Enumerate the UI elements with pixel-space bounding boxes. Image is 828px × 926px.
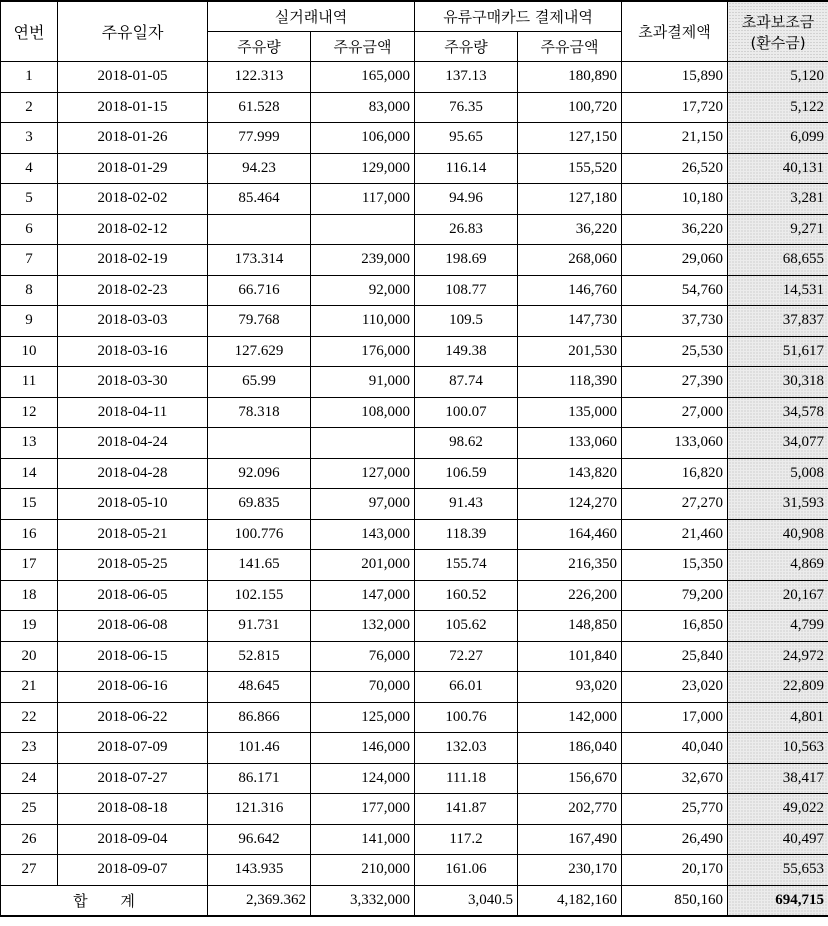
cell-date: 2018-02-02: [58, 184, 208, 215]
cell-date: 2018-03-03: [58, 306, 208, 337]
cell-card-volume: 87.74: [415, 367, 518, 398]
cell-actual-amount: 143,000: [311, 519, 415, 550]
table-row: [1, 92, 828, 123]
cell-date: 2018-06-08: [58, 611, 208, 642]
total-actual-amount: 3,332,000: [311, 885, 415, 916]
table-row: [1, 153, 828, 184]
cell-seq: 18: [1, 580, 58, 611]
cell-seq: 24: [1, 763, 58, 794]
cell-card-volume: 109.5: [415, 306, 518, 337]
cell-actual-volume: 61.528: [208, 92, 311, 123]
cell-refund: 34,077: [728, 428, 828, 459]
cell-card-amount: 147,730: [518, 306, 622, 337]
cell-actual-volume: 122.313: [208, 62, 311, 93]
cell-card-volume: 66.01: [415, 672, 518, 703]
cell-excess: 16,850: [622, 611, 728, 642]
table-row: [1, 275, 828, 306]
cell-actual-volume: 78.318: [208, 397, 311, 428]
cell-excess: 25,840: [622, 641, 728, 672]
cell-date: 2018-06-16: [58, 672, 208, 703]
cell-card-amount: 124,270: [518, 489, 622, 520]
cell-actual-volume: 66.716: [208, 275, 311, 306]
cell-actual-amount: 201,000: [311, 550, 415, 581]
cell-actual-amount: 176,000: [311, 336, 415, 367]
cell-actual-volume: 65.99: [208, 367, 311, 398]
cell-seq: 6: [1, 214, 58, 245]
cell-card-amount: 201,530: [518, 336, 622, 367]
cell-actual-amount: 70,000: [311, 672, 415, 703]
cell-excess: 79,200: [622, 580, 728, 611]
cell-excess: 37,730: [622, 306, 728, 337]
cell-actual-amount: 165,000: [311, 62, 415, 93]
cell-seq: 13: [1, 428, 58, 459]
cell-actual-volume: 102.155: [208, 580, 311, 611]
cell-date: 2018-05-25: [58, 550, 208, 581]
cell-actual-volume: 173.314: [208, 245, 311, 276]
cell-excess: 10,180: [622, 184, 728, 215]
cell-refund: 68,655: [728, 245, 828, 276]
header-excess-payment: 초과결제액: [622, 1, 728, 62]
cell-seq: 19: [1, 611, 58, 642]
cell-seq: 16: [1, 519, 58, 550]
cell-card-amount: 226,200: [518, 580, 622, 611]
table-row: [1, 550, 828, 581]
cell-refund: 40,131: [728, 153, 828, 184]
cell-date: 2018-09-04: [58, 824, 208, 855]
table-row: [1, 458, 828, 489]
cell-card-amount: 118,390: [518, 367, 622, 398]
cell-seq: 10: [1, 336, 58, 367]
cell-card-volume: 117.2: [415, 824, 518, 855]
header-card-payments: 유류구매카드 결제내역: [415, 1, 622, 32]
cell-refund: 31,593: [728, 489, 828, 520]
table-row: [1, 794, 828, 825]
table-row: [1, 641, 828, 672]
cell-actual-volume: 94.23: [208, 153, 311, 184]
cell-date: 2018-08-18: [58, 794, 208, 825]
cell-card-volume: 198.69: [415, 245, 518, 276]
table-row: [1, 306, 828, 337]
cell-actual-amount: 76,000: [311, 641, 415, 672]
cell-refund: 40,908: [728, 519, 828, 550]
table-row: [1, 519, 828, 550]
cell-excess: 21,150: [622, 123, 728, 154]
cell-refund: 5,008: [728, 458, 828, 489]
cell-date: 2018-02-19: [58, 245, 208, 276]
cell-actual-amount: [311, 214, 415, 245]
cell-card-volume: 118.39: [415, 519, 518, 550]
header-card-amount: 주유금액: [518, 32, 622, 62]
cell-actual-amount: 108,000: [311, 397, 415, 428]
table-row: [1, 855, 828, 886]
cell-date: 2018-02-12: [58, 214, 208, 245]
cell-seq: 21: [1, 672, 58, 703]
cell-refund: 6,099: [728, 123, 828, 154]
cell-seq: 25: [1, 794, 58, 825]
cell-actual-volume: 96.642: [208, 824, 311, 855]
cell-card-volume: 116.14: [415, 153, 518, 184]
cell-card-amount: 142,000: [518, 702, 622, 733]
table-row: [1, 62, 828, 93]
cell-date: 2018-01-29: [58, 153, 208, 184]
cell-date: 2018-09-07: [58, 855, 208, 886]
table-row: [1, 123, 828, 154]
cell-seq: 27: [1, 855, 58, 886]
cell-card-amount: 101,840: [518, 641, 622, 672]
cell-card-volume: 76.35: [415, 92, 518, 123]
cell-actual-volume: 92.096: [208, 458, 311, 489]
table-row: [1, 702, 828, 733]
cell-card-volume: 141.87: [415, 794, 518, 825]
cell-actual-amount: 91,000: [311, 367, 415, 398]
cell-seq: 8: [1, 275, 58, 306]
table-footer: [1, 885, 828, 916]
cell-actual-volume: 143.935: [208, 855, 311, 886]
cell-card-amount: 36,220: [518, 214, 622, 245]
table-row: [1, 336, 828, 367]
cell-refund: 30,318: [728, 367, 828, 398]
total-label: 합 계: [1, 885, 208, 916]
cell-card-amount: 93,020: [518, 672, 622, 703]
cell-actual-volume: 52.815: [208, 641, 311, 672]
cell-refund: 55,653: [728, 855, 828, 886]
cell-refund: 10,563: [728, 733, 828, 764]
cell-actual-volume: 79.768: [208, 306, 311, 337]
cell-excess: 15,890: [622, 62, 728, 93]
total-card-amount: 4,182,160: [518, 885, 622, 916]
cell-refund: 20,167: [728, 580, 828, 611]
cell-refund: 9,271: [728, 214, 828, 245]
cell-card-amount: 146,760: [518, 275, 622, 306]
cell-actual-volume: [208, 428, 311, 459]
cell-card-amount: 230,170: [518, 855, 622, 886]
cell-actual-volume: 91.731: [208, 611, 311, 642]
cell-actual-volume: 141.65: [208, 550, 311, 581]
cell-card-volume: 100.76: [415, 702, 518, 733]
cell-date: 2018-03-16: [58, 336, 208, 367]
cell-date: 2018-07-27: [58, 763, 208, 794]
cell-actual-amount: 106,000: [311, 123, 415, 154]
cell-seq: 7: [1, 245, 58, 276]
cell-date: 2018-07-09: [58, 733, 208, 764]
cell-card-amount: 164,460: [518, 519, 622, 550]
table-row: [1, 824, 828, 855]
cell-seq: 14: [1, 458, 58, 489]
table-row: [1, 489, 828, 520]
cell-card-amount: 127,180: [518, 184, 622, 215]
cell-seq: 9: [1, 306, 58, 337]
cell-date: 2018-04-24: [58, 428, 208, 459]
cell-excess: 27,270: [622, 489, 728, 520]
cell-date: 2018-06-05: [58, 580, 208, 611]
cell-card-volume: 111.18: [415, 763, 518, 794]
cell-excess: 20,170: [622, 855, 728, 886]
header-refund-line1: 초과보조금: [741, 12, 815, 31]
table-row: [1, 611, 828, 642]
table-row: [1, 580, 828, 611]
total-actual-volume: 2,369.362: [208, 885, 311, 916]
cell-seq: 3: [1, 123, 58, 154]
cell-actual-amount: 239,000: [311, 245, 415, 276]
table-row: [1, 397, 828, 428]
cell-date: 2018-05-10: [58, 489, 208, 520]
cell-card-amount: 202,770: [518, 794, 622, 825]
cell-excess: 17,720: [622, 92, 728, 123]
cell-refund: 4,869: [728, 550, 828, 581]
header-card-volume: 주유량: [415, 32, 518, 62]
total-excess: 850,160: [622, 885, 728, 916]
cell-refund: 40,497: [728, 824, 828, 855]
cell-date: 2018-02-23: [58, 275, 208, 306]
table-row: [1, 763, 828, 794]
cell-actual-volume: 101.46: [208, 733, 311, 764]
cell-card-volume: 160.52: [415, 580, 518, 611]
cell-actual-amount: 117,000: [311, 184, 415, 215]
cell-seq: 4: [1, 153, 58, 184]
cell-card-volume: 106.59: [415, 458, 518, 489]
cell-seq: 26: [1, 824, 58, 855]
cell-card-amount: 148,850: [518, 611, 622, 642]
cell-card-volume: 149.38: [415, 336, 518, 367]
table-row: [1, 184, 828, 215]
cell-actual-volume: 77.999: [208, 123, 311, 154]
cell-card-volume: 100.07: [415, 397, 518, 428]
cell-actual-volume: 85.464: [208, 184, 311, 215]
cell-excess: 21,460: [622, 519, 728, 550]
cell-card-amount: 127,150: [518, 123, 622, 154]
total-refund: 694,715: [728, 885, 828, 916]
cell-date: 2018-06-22: [58, 702, 208, 733]
cell-actual-amount: 125,000: [311, 702, 415, 733]
cell-seq: 2: [1, 92, 58, 123]
table-row: [1, 367, 828, 398]
header-refund-line2: (환수금): [750, 33, 806, 52]
cell-actual-amount: 97,000: [311, 489, 415, 520]
table-row: [1, 672, 828, 703]
cell-card-amount: 135,000: [518, 397, 622, 428]
cell-actual-volume: 127.629: [208, 336, 311, 367]
cell-card-amount: 268,060: [518, 245, 622, 276]
cell-refund: 37,837: [728, 306, 828, 337]
cell-seq: 20: [1, 641, 58, 672]
table-row: [1, 214, 828, 245]
cell-card-amount: 167,490: [518, 824, 622, 855]
table-row: [1, 245, 828, 276]
header-seq: 연번: [1, 1, 58, 62]
cell-excess: 36,220: [622, 214, 728, 245]
cell-actual-amount: 124,000: [311, 763, 415, 794]
cell-actual-volume: 69.835: [208, 489, 311, 520]
cell-actual-volume: 100.776: [208, 519, 311, 550]
cell-refund: 4,799: [728, 611, 828, 642]
cell-excess: 27,000: [622, 397, 728, 428]
cell-card-amount: 156,670: [518, 763, 622, 794]
cell-card-amount: 143,820: [518, 458, 622, 489]
cell-seq: 12: [1, 397, 58, 428]
cell-seq: 23: [1, 733, 58, 764]
cell-excess: 16,820: [622, 458, 728, 489]
cell-refund: 38,417: [728, 763, 828, 794]
cell-seq: 1: [1, 62, 58, 93]
cell-excess: 15,350: [622, 550, 728, 581]
cell-card-volume: 26.83: [415, 214, 518, 245]
cell-actual-volume: [208, 214, 311, 245]
cell-seq: 15: [1, 489, 58, 520]
cell-date: 2018-01-15: [58, 92, 208, 123]
cell-card-volume: 132.03: [415, 733, 518, 764]
cell-card-amount: 100,720: [518, 92, 622, 123]
cell-date: 2018-03-30: [58, 367, 208, 398]
header-actual-volume: 주유량: [208, 32, 311, 62]
cell-card-volume: 91.43: [415, 489, 518, 520]
cell-seq: 22: [1, 702, 58, 733]
cell-seq: 17: [1, 550, 58, 581]
cell-excess: 23,020: [622, 672, 728, 703]
cell-refund: 34,578: [728, 397, 828, 428]
cell-actual-amount: 141,000: [311, 824, 415, 855]
cell-excess: 25,530: [622, 336, 728, 367]
cell-card-volume: 98.62: [415, 428, 518, 459]
cell-refund: 51,617: [728, 336, 828, 367]
table-header: [1, 1, 828, 62]
cell-card-amount: 186,040: [518, 733, 622, 764]
cell-refund: 22,809: [728, 672, 828, 703]
cell-date: 2018-06-15: [58, 641, 208, 672]
cell-card-amount: 216,350: [518, 550, 622, 581]
total-card-volume: 3,040.5: [415, 885, 518, 916]
cell-refund: 24,972: [728, 641, 828, 672]
cell-seq: 5: [1, 184, 58, 215]
cell-date: 2018-01-05: [58, 62, 208, 93]
cell-excess: 26,520: [622, 153, 728, 184]
header-actual-transactions: 실거래내역: [208, 1, 415, 32]
cell-card-volume: 161.06: [415, 855, 518, 886]
cell-actual-amount: 177,000: [311, 794, 415, 825]
cell-seq: 11: [1, 367, 58, 398]
cell-card-volume: 94.96: [415, 184, 518, 215]
table-row: [1, 428, 828, 459]
header-refund: [728, 1, 828, 62]
cell-actual-volume: 48.645: [208, 672, 311, 703]
header-date: 주유일자: [58, 1, 208, 62]
header-actual-amount: 주유금액: [311, 32, 415, 62]
cell-card-volume: 108.77: [415, 275, 518, 306]
cell-refund: 4,801: [728, 702, 828, 733]
table-body: [1, 62, 828, 886]
cell-excess: 32,670: [622, 763, 728, 794]
cell-card-amount: 155,520: [518, 153, 622, 184]
cell-excess: 26,490: [622, 824, 728, 855]
cell-date: 2018-04-11: [58, 397, 208, 428]
cell-excess: 25,770: [622, 794, 728, 825]
cell-card-amount: 133,060: [518, 428, 622, 459]
cell-card-volume: 72.27: [415, 641, 518, 672]
cell-excess: 133,060: [622, 428, 728, 459]
cell-excess: 17,000: [622, 702, 728, 733]
cell-refund: 5,120: [728, 62, 828, 93]
cell-refund: 14,531: [728, 275, 828, 306]
cell-actual-amount: 146,000: [311, 733, 415, 764]
cell-date: 2018-01-26: [58, 123, 208, 154]
cell-actual-amount: 92,000: [311, 275, 415, 306]
cell-excess: 29,060: [622, 245, 728, 276]
cell-actual-amount: 132,000: [311, 611, 415, 642]
cell-actual-amount: 210,000: [311, 855, 415, 886]
cell-actual-amount: 110,000: [311, 306, 415, 337]
cell-actual-amount: [311, 428, 415, 459]
cell-date: 2018-04-28: [58, 458, 208, 489]
cell-refund: 5,122: [728, 92, 828, 123]
cell-actual-amount: 127,000: [311, 458, 415, 489]
cell-actual-amount: 147,000: [311, 580, 415, 611]
cell-card-volume: 137.13: [415, 62, 518, 93]
cell-actual-volume: 86.171: [208, 763, 311, 794]
cell-actual-amount: 129,000: [311, 153, 415, 184]
cell-card-amount: 180,890: [518, 62, 622, 93]
cell-actual-volume: 121.316: [208, 794, 311, 825]
table-row: [1, 733, 828, 764]
cell-refund: 3,281: [728, 184, 828, 215]
cell-card-volume: 105.62: [415, 611, 518, 642]
cell-refund: 49,022: [728, 794, 828, 825]
cell-date: 2018-05-21: [58, 519, 208, 550]
cell-excess: 40,040: [622, 733, 728, 764]
total-row: [1, 885, 828, 916]
cell-card-volume: 155.74: [415, 550, 518, 581]
cell-card-volume: 95.65: [415, 123, 518, 154]
cell-actual-amount: 83,000: [311, 92, 415, 123]
cell-actual-volume: 86.866: [208, 702, 311, 733]
cell-excess: 54,760: [622, 275, 728, 306]
cell-excess: 27,390: [622, 367, 728, 398]
